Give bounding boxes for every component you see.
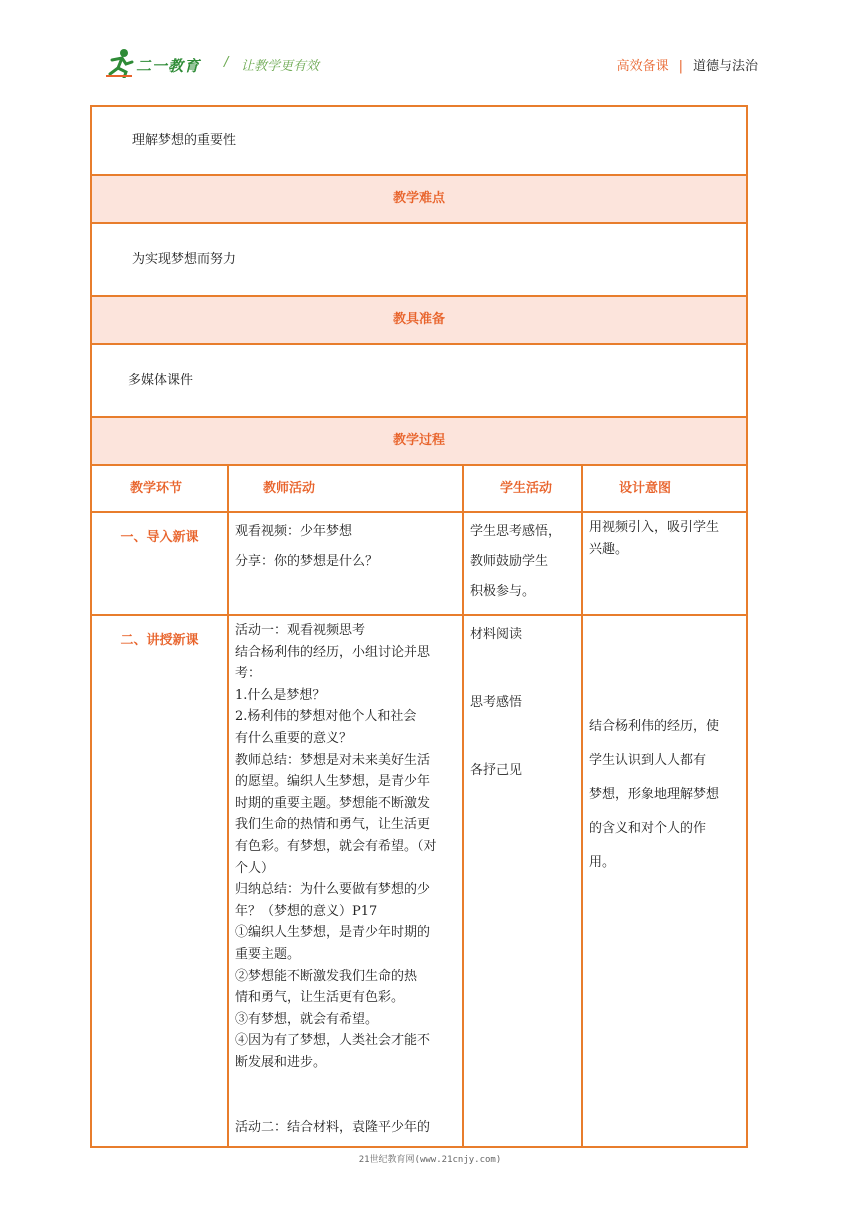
logo: [106, 48, 216, 80]
teacher-line: 观看视频：少年梦想: [235, 524, 353, 539]
design-line: 学生认识到人人都有: [589, 753, 707, 768]
student-line: 学生思考感悟，: [470, 524, 562, 539]
teacher-line: ④因为有了梦想，人类社会才能不: [235, 1033, 431, 1049]
process-heading-row: [91, 417, 747, 465]
student-line: 积极参与。: [470, 584, 536, 599]
teacher-line: 的愿望。编织人生梦想，是青少年: [235, 774, 431, 790]
design-line: 梦想，形象地理解梦想: [589, 787, 720, 802]
header-slogan: 让教学更有效: [241, 59, 320, 74]
design-line: 兴趣。: [589, 542, 629, 557]
stage-row: [91, 512, 747, 615]
teacher-line: 考：: [235, 666, 262, 682]
student-line: 教师鼓励学生: [470, 554, 549, 569]
runner-logo-icon: [106, 48, 134, 78]
stage-name: 二、讲授新课: [91, 615, 228, 1147]
teacher-line: 2.杨利伟的梦想对他个人和社会: [235, 709, 417, 725]
teacher-line: 归纳总结：为什么要做有梦想的少: [235, 882, 431, 898]
teacher-line: 活动一：观看视频思考: [235, 623, 366, 638]
teacher-line: 我们生命的热情和勇气，让生活更: [235, 817, 431, 833]
teacher-line: 情和勇气，让生活更有色彩。: [235, 990, 405, 1006]
tools-text: 多媒体课件: [91, 344, 747, 417]
column-header: 设计意图: [582, 465, 747, 512]
student-line: 各抒己见: [470, 763, 523, 778]
difficulty-heading-row: [91, 175, 747, 223]
teacher-line: 断发展和进步。: [235, 1054, 327, 1070]
teacher-line: [235, 1073, 456, 1095]
teacher-line: ①编织人生梦想，是青少年时期的: [235, 925, 431, 941]
teacher-activity: [228, 512, 463, 615]
header-tag-left: 高效备课: [616, 59, 669, 74]
tools-row: [91, 344, 747, 417]
student-line: 思考感悟: [470, 695, 523, 710]
design-line: 用视频引入，吸引学生: [589, 520, 720, 535]
header-tag-separator: |: [678, 59, 683, 74]
student-activity: [463, 615, 582, 1147]
teacher-line: 年？（梦想的意义）P17: [235, 903, 378, 919]
stage-name: 一、导入新课: [91, 512, 228, 615]
tools-heading-row: [91, 296, 747, 344]
page-footer: 21世纪教育网(www.21cnjy.com): [358, 1155, 502, 1165]
header-tags: [617, 55, 758, 74]
teacher-line: 1.什么是梦想？: [235, 687, 326, 703]
difficulty-text: 为实现梦想而努力: [91, 223, 747, 296]
stage-row: [91, 615, 747, 1147]
header-tag-right: 道德与法治: [692, 59, 758, 74]
design-line: 结合杨利伟的经历，使: [589, 719, 720, 734]
teacher-line: 分享：你的梦想是什么？: [235, 554, 379, 569]
goal-row: [91, 106, 747, 175]
tools-heading: 教具准备: [91, 296, 747, 344]
design-line: 用。: [589, 855, 616, 870]
design-line: 的含义和对个人的作: [589, 821, 707, 836]
teacher-line: 教师总结：梦想是对未来美好生活: [235, 752, 431, 768]
teacher-line: 有什么重要的意义？: [235, 730, 353, 746]
column-header: 教师活动: [228, 465, 463, 512]
lesson-plan-table: [90, 105, 748, 1148]
header-slash: /: [224, 55, 229, 70]
difficulty-row: [91, 223, 747, 296]
design-intent: [582, 615, 747, 1147]
teacher-activity: [228, 615, 463, 1147]
column-header-row: [91, 465, 747, 512]
student-line: 材料阅读: [470, 627, 523, 642]
teacher-line: ③有梦想，就会有希望。: [235, 1011, 379, 1027]
teacher-line: 个人）: [235, 860, 275, 876]
teacher-line: 结合杨利伟的经历，小组讨论并思: [235, 644, 431, 660]
student-activity: [463, 512, 582, 615]
column-header: 学生活动: [463, 465, 582, 512]
teacher-line: 活动二：结合材料，袁隆平少年的: [235, 1119, 431, 1135]
process-heading: 教学过程: [91, 417, 747, 465]
teacher-line: 有色彩。有梦想，就会有希望。（对: [235, 838, 437, 854]
goal-text: 理解梦想的重要性: [91, 106, 747, 175]
teacher-line: 重要主题。: [235, 946, 301, 962]
page-header: [0, 0, 860, 100]
difficulty-heading: 教学难点: [91, 175, 747, 223]
teacher-line: 时期的重要主题。梦想能不断激发: [235, 795, 431, 811]
teacher-line: [235, 1095, 456, 1117]
column-header: 教学环节: [91, 465, 228, 512]
teacher-line: ②梦想能不断激发我们生命的热: [235, 968, 418, 984]
logo-text: 二一教育: [136, 57, 201, 75]
design-intent: [582, 512, 747, 615]
